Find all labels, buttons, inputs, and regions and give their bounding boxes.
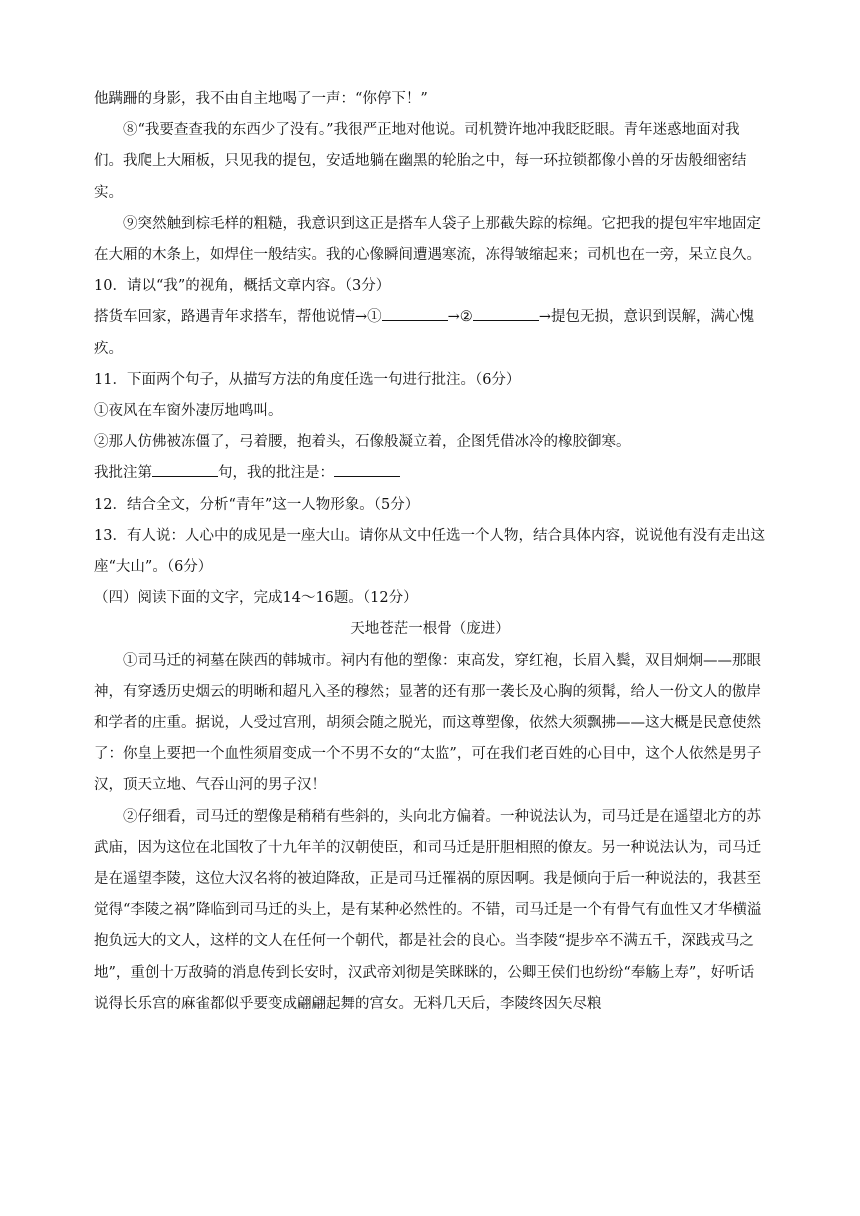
- reading-paragraph-1: ①司马迁的祠墓在陕西的韩城市。祠内有他的塑像：束高发，穿红袍，长眉入鬓，双目炯炯——那眼神，有穿透历史烟云的明晰和超凡入圣的穆然；显著的还有那一袭长及心胸的须髯，给人一份文人的傲岸和学者的庄重。据说，人受过宫刑，胡须会随之脱光，而这尊塑像，依然大须飘拂——这大概是民意使然了：你皇上要把一个血性须眉变成一个不男不女的“太监”，可在我们老百姓的心目中，这个人依然是男子汉，顶天立地、气吞山河的男子汉！: [94, 652, 762, 794]
- question-11-sentence-1: ①夜风在车窗外凄厉地鸣叫。: [94, 403, 283, 420]
- paragraph-8: ⑧“我要查查我的东西少了没有。”我很严正地对他说。司机赞许地冲我眨眨眼。青年迷惑地面对我们。我爬上大厢板，只见我的提包，安适地躺在幽黑的轮胎之中，每一环拉锁都像小兽的牙齿般细密结实。: [94, 122, 747, 201]
- question-11-sentence-2: ②那人仿佛被冻僵了，弓着腰，抱着头，石像般凝立着，企图凭借冰冷的橡胶御寒。: [94, 434, 631, 451]
- paragraph-9: ⑨突然触到棕毛样的粗糙，我意识到这正是搭车人袋子上那截失踪的棕绳。它把我的提包牢牢地固定在大厢的木条上，如焊住一般结实。我的心像瞬间遭遇寒流，冻得皱缩起来；司机也在一旁，呆立良久。: [94, 215, 761, 264]
- answer-text-3: →提包无损，意识到误解，满心愧疚。: [94, 309, 754, 357]
- section-4-heading: （四）阅读下面的文字，完成14～16题。（12分）: [94, 590, 418, 607]
- answer-blank-1[interactable]: [382, 304, 448, 321]
- question-11: 11．下面两个句子，从描写方法的角度任选一句进行批注。（6分）: [94, 371, 521, 388]
- question-10-answer: [94, 302, 766, 364]
- question-10: 10．请以“我”的视角，概括文章内容。（3分）: [94, 278, 391, 295]
- annotation-blank-1[interactable]: [152, 460, 218, 477]
- reading-paragraph-2: ②仔细看，司马迁的塑像是稍稍有些斜的，头向北方偏着。一种说法认为，司马迁是在遥望北方的苏武庙，因为这位在北国牧了十九年羊的汉朝使臣，和司马迁是肝胆相照的僚友。另一种说法认为，司马迁是在遥望李陵，这位大汉名将的被迫降敌，正是司马迁罹祸的原因啊。我是倾向于后一种说法的，我甚至觉得“李陵之祸”降临到司马迁的头上，是有某种必然性的。不错，司马迁是一个有骨气有血性又才华横溢抱负远大的文人，这样的文人在任何一个朝代，都是社会的良心。当李陵“提步卒不满五千，深践戎马之地”，重创十万敌骑的消息传到长安时，汉武帝刘彻是笑眯眯的，公卿王侯们也纷纷“奉觞上寿”，好听话说得长乐宫的麻雀都似乎要变成翩翩起舞的宫女。无料几天后，李陵终因矢尽粮: [94, 808, 762, 1012]
- article-title: 天地苍茫一根骨（庞进）: [350, 621, 510, 638]
- answer-blank-2[interactable]: [473, 304, 539, 321]
- answer-text-1: 搭货车回家，路遇青年求搭车，帮他说情→①: [94, 309, 382, 326]
- question-13: 13．有人说：人心中的成见是一座大山。请你从文中任选一个人物，结合具体内容，说说他有没有走出这座“大山”。（6分）: [94, 527, 765, 576]
- annotation-blank-2[interactable]: [334, 460, 400, 477]
- annotation-label-2: 句，我的批注是：: [218, 465, 334, 482]
- paragraph-continued: 他蹒跚的身影，我不由自主地喝了一声：“你停下！”: [94, 91, 428, 107]
- page-content: [94, 84, 766, 1020]
- answer-text-2: →②: [447, 309, 473, 326]
- question-11-answer: [94, 458, 766, 489]
- question-12: 12．结合全文，分析“青年”这一人物形象。（5分）: [94, 496, 420, 513]
- annotation-label-1: 我批注第: [94, 465, 152, 482]
